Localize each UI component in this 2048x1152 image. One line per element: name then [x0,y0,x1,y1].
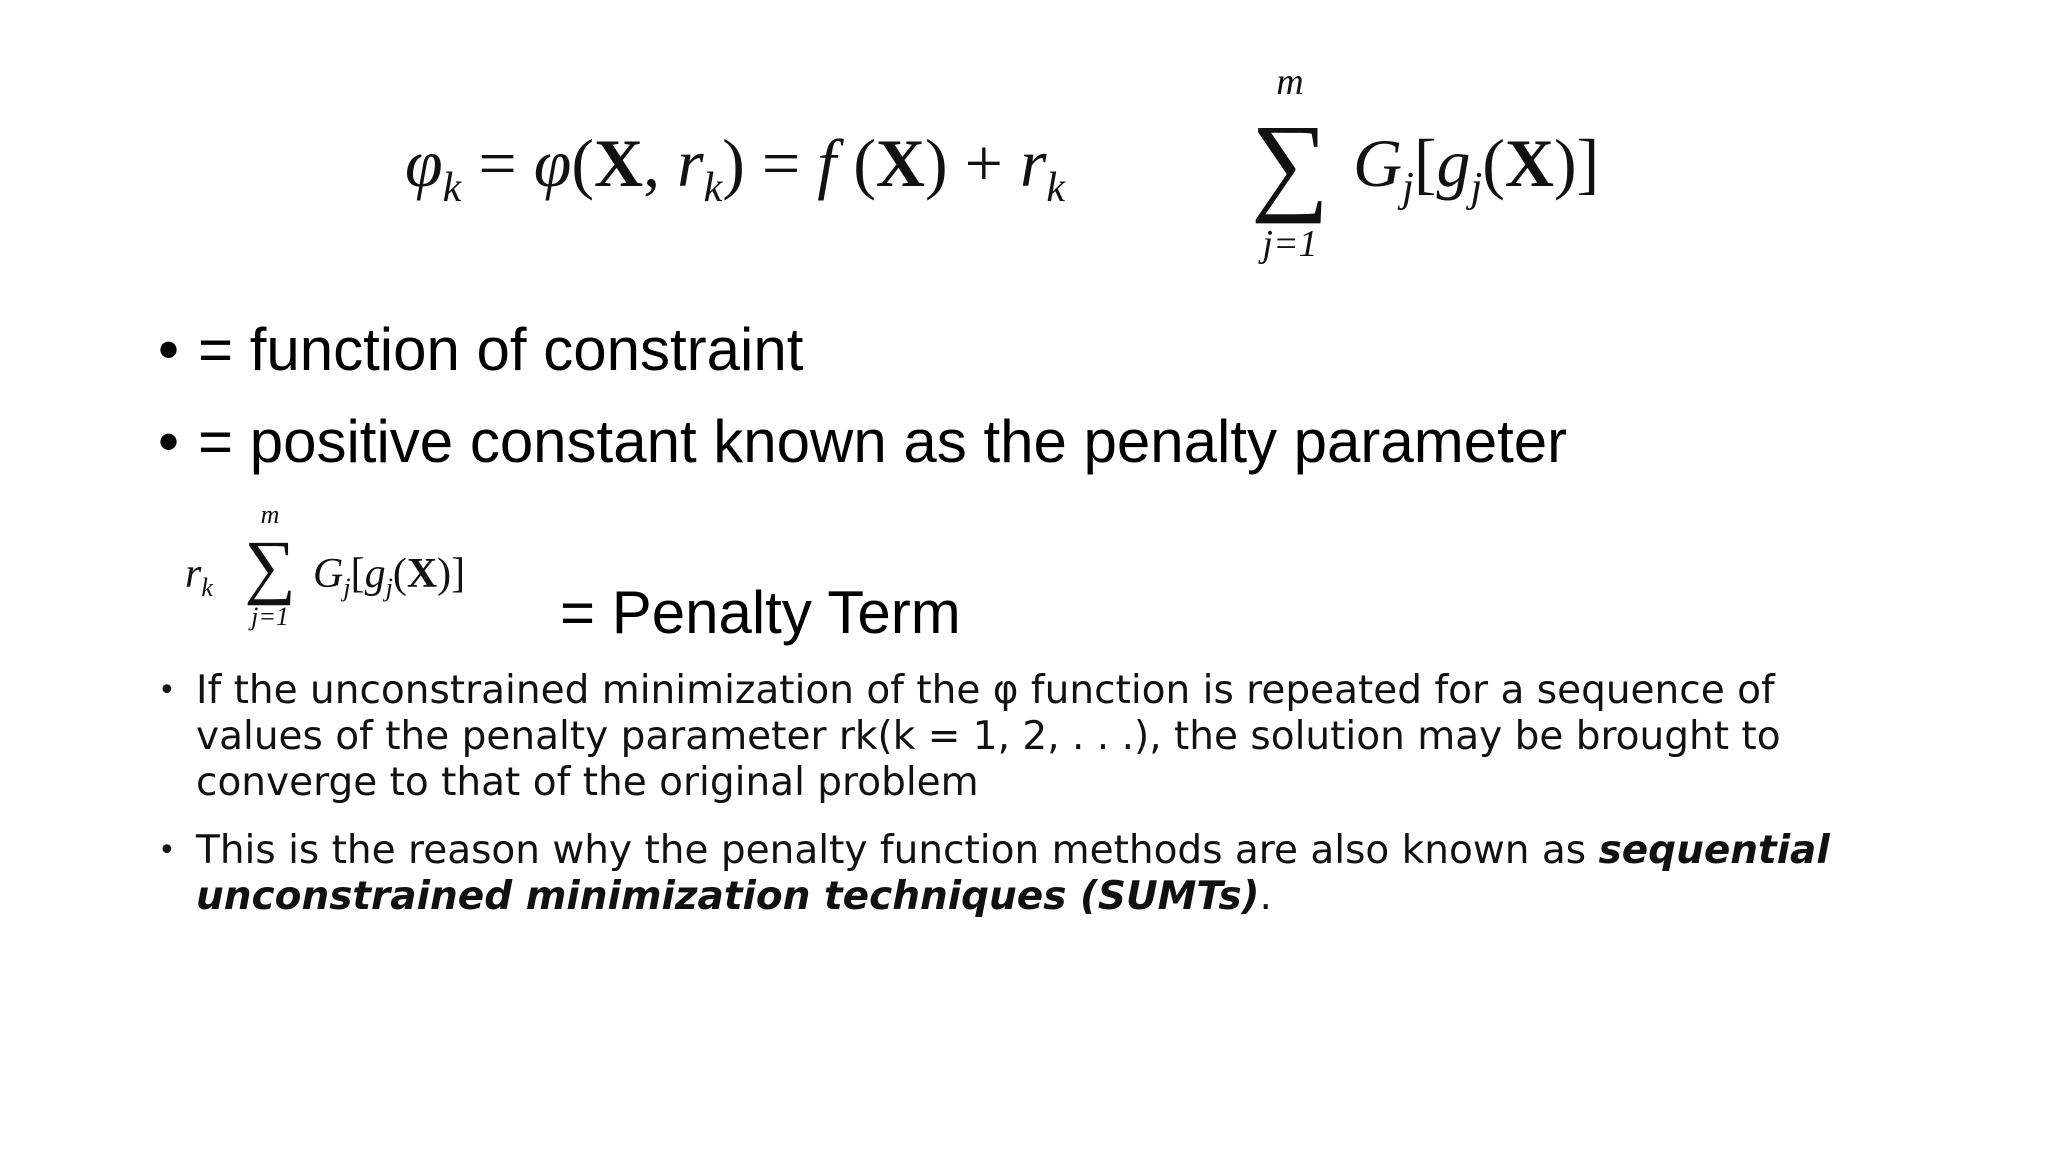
bullet-text: = function of constraint [198,316,804,383]
main-equation-lhs: $\varphi_k = \varphi(X$, $r_k) = f$ $(X) + r_k$ [405,125,1066,211]
definition-bullets [158,312,1567,496]
bullet-text: = positive constant known as the penalty parameter [198,408,1568,475]
sigma-symbol: ∑ [1250,102,1330,224]
bullet-marker: • [158,316,180,383]
main-equation-summation [1235,58,1345,266]
bullet-marker: • [158,673,176,708]
main-equation-rhs: $G_j[g_j(X)]$ [1353,125,1600,211]
penalty-term-label: = Penalty Term [560,579,961,646]
penalty-term-equation [185,500,565,665]
bullet-item [158,404,1567,496]
penalty-term-rhs: $G_j[g_j(X)]$ [313,551,466,603]
bullet-item [158,312,1567,404]
bullet-text: This is the reason why the penalty function methods are also known as [196,828,1599,873]
sum-lower-limit: j=1 [251,602,289,631]
sum-lower-limit: j=1 [1262,223,1318,265]
penalty-summation [230,500,310,632]
sigma-symbol: ∑ [244,526,296,606]
sum-upper-limit: m [1276,61,1304,103]
sum-upper-limit: m [260,500,280,529]
sumt-emphasis: sequential unconstrained minimization techniques (SUMTs) [196,828,1830,919]
bullet-marker: • [158,833,176,868]
bullet-item [158,668,1878,806]
bullet-item [158,828,1878,920]
bullet-text: If the unconstrained minimization of the φ function is repeated for a sequence of values of the penalty parameter rk(k = 1, 2, . . .), the solution may be brought to converge to that of the original problem [196,668,1781,805]
bullet-marker: • [158,408,180,475]
penalty-coefficient: $r_k$ [185,551,213,603]
bullet-text-end: . [1259,874,1272,919]
explanation-bullets [158,668,1878,942]
main-equation [405,58,1675,283]
